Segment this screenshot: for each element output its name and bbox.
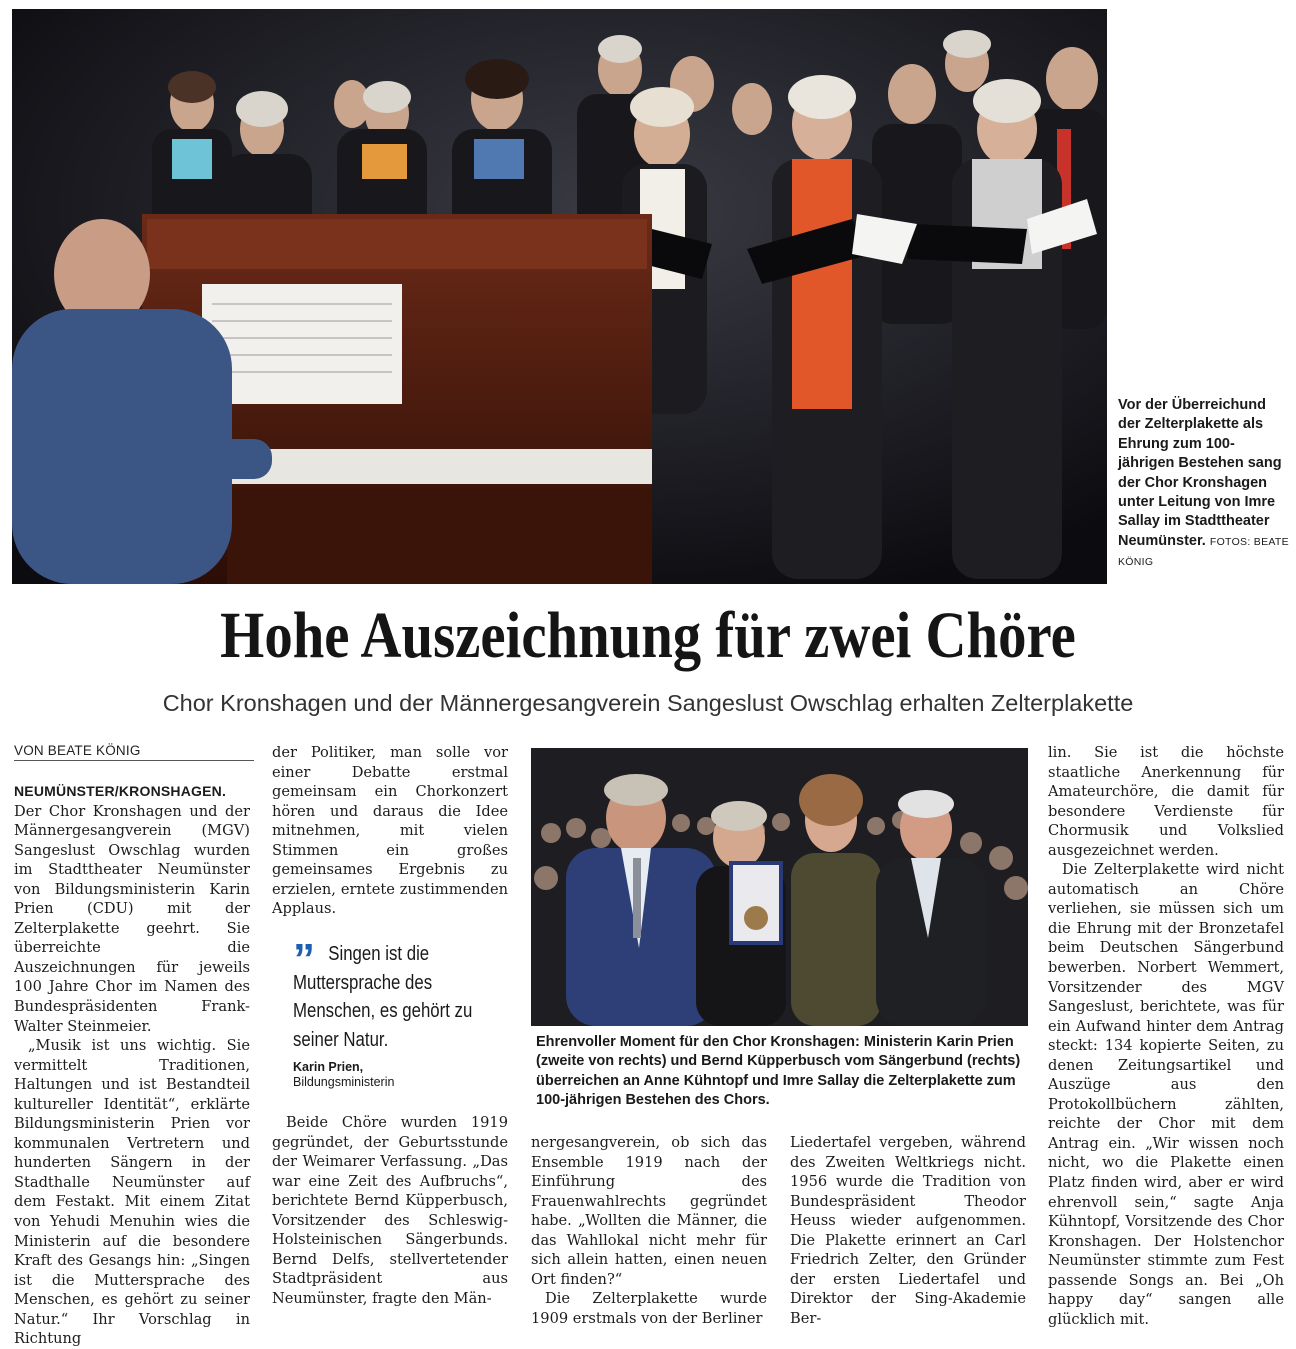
paragraph: Beide Chöre wurden 1919 gegründet, der Geburtsstunde der Weimarer Verfassung. „Das war eine Zeit des Aufbruchs“, berichtete Bernd Küpperbusch, Vorsitzender des Schleswig-Holsteinischen Sängerbunds. Bernd Delfs, stellvertetender Stadtpräsident aus Neumünster, fragte den Män- <box>272 1114 508 1307</box>
paragraph: lin. Sie ist die höchste staatliche Anerkennung für Amateurchöre, die damit für besondere Verdienste für Chormusik und Volkslied ausgezeichnet werden. <box>1048 744 1284 859</box>
article-column-2-lower <box>272 1113 508 1308</box>
paragraph-text: Der Chor Kronshagen und der Männergesangverein (MGV) Sangeslust Owschlag wurden im Stadttheater Neumünster von Bildungsministerin Karin Prien (CDU) mit der Zelterplakette geehrt. Sie überreichte die Auszeichnungen für jeweils 100 Jahre Chor im Namen des Bundespräsidenten Frank-Walter Steinmeier. <box>14 802 250 1035</box>
paragraph: Liedertafel vergeben, während des Zweiten Weltkriegs nicht. 1956 wurde die Tradition von Bundespräsident Theodor Heuss wieder aufgenommen. Die Plakette erinnert an Carl Friedrich Zelter, den Gründer der ersten Liedertafel und Direktor der Sing-Akademie Ber- <box>790 1134 1026 1327</box>
paragraph: Die Zelterplakette wurde 1909 erstmals von der Berliner <box>531 1290 767 1327</box>
choir-photo <box>12 9 1107 584</box>
article-column-5 <box>1048 743 1284 1329</box>
choir-photo-icon <box>12 9 1107 584</box>
pull-quote <box>293 935 523 1090</box>
quote-mark-icon: ” <box>293 935 315 984</box>
byline: VON BEATE KÖNIG <box>14 743 254 761</box>
top-photo-caption-text: Vor der Überreichund der Zelterplakette als Ehrung zum 100-jährigen Bestehen sang der Chor Kronshagen unter Leitung von Imre Sallay im Stadttheater Neumünster. <box>1118 397 1282 549</box>
award-photo-caption: Ehrenvoller Moment für den Chor Kronshagen: Ministerin Karin Prien (zweite von rechts) und Bernd Küpperbusch vom Sängerbund (rechts) überreichen an Anne Kühntopf und Imre Sallay die Zelterplakette zum 100-jährigen Bestehen des Chors. <box>536 1034 1021 1109</box>
subheadline: Chor Kronshagen und der Männergesangverein Sangeslust Owschlag erhalten Zelterplakette <box>162 690 1134 716</box>
quote-text: Singen ist die Muttersprache des Menschen, es gehört zu seiner Natur. <box>293 943 473 1051</box>
top-photo-caption <box>1118 396 1290 573</box>
quote-author: Karin Prien, <box>293 1060 364 1074</box>
dateline: NEUMÜNSTER/KRONSHAGEN. <box>14 783 227 799</box>
article-column-4 <box>790 1133 1026 1328</box>
quote-role: Bildungsministerin <box>293 1075 395 1089</box>
award-photo <box>531 748 1028 1026</box>
paragraph: der Politiker, man solle vor einer Debatte erstmal gemeinsam ein Chorkonzert hören und daraus die Idee mitnehmen, mit vielen Stimmen ein großes gemeinsames Ergebnis zu erzielen, erntete zustimmenden Applaus. <box>272 744 508 918</box>
article-column-2 <box>272 743 508 919</box>
paragraph <box>14 782 250 1036</box>
headline: Hohe Auszeichnung für zwei Chöre <box>220 599 1076 672</box>
award-photo-icon <box>531 748 1028 1026</box>
article-column-3 <box>531 1133 767 1328</box>
paragraph: nergesangverein, ob sich das Ensemble 1919 nach der Einführung des Frauenwahlrechts gegründet habe. „Wollten die Männer, die das Wahllokal nicht mehr für sich allein hatten, einen neuen Ort finden?“ <box>531 1134 767 1288</box>
paragraph: „Musik ist uns wichtig. Sie vermittelt Traditionen, Haltungen und ist Bestandteil kultureller Identität“, erklärte Bildungsministerin Prien vor kommunalen Vertretern und hunderten Sängern in der Stadthalle Neumünster auf dem Festakt. Mit einem Zitat von Yehudi Menuhin wies die Ministerin auf die besondere Kraft des Gesangs hin: „Singen ist die Muttersprache des Menschen, es gehört zu seiner Natur.“ Ihr Vorschlag in Richtung <box>14 1037 250 1348</box>
paragraph: Die Zelterplakette wird nicht automatisch an Chöre verliehen, sie müssen sich um die Ehrung mit der Bronzetafel beim Deutschen Sängerbund bewerben. Norbert Wemmert, Vorsitzender des MGV Sangeslust, berichtete, was für ein Aufwand hinter dem Antrag steckt: 134 kopierte Seiten, zu denen Zeitungsartikel und Auszüge aus den Protokollbüchern zählten, reichte der Chor mit dem Antrag ein. „Wir wissen noch nicht, wo die Plakette einen Platz finden wird, aber er wird ehrenvoll sein,“ sagte Anja Kühntopf, Vorsitzende des Chor Kronshagen. Der Holstenchor Neumünster stimmte zum Fest passende Songs an. Bei „Oh happy day“ sangen alle glücklich mit. <box>1048 861 1284 1328</box>
article-column-1 <box>14 782 250 1349</box>
photo-credit: FOTOS: BEATE KÖNIG <box>1118 535 1289 569</box>
